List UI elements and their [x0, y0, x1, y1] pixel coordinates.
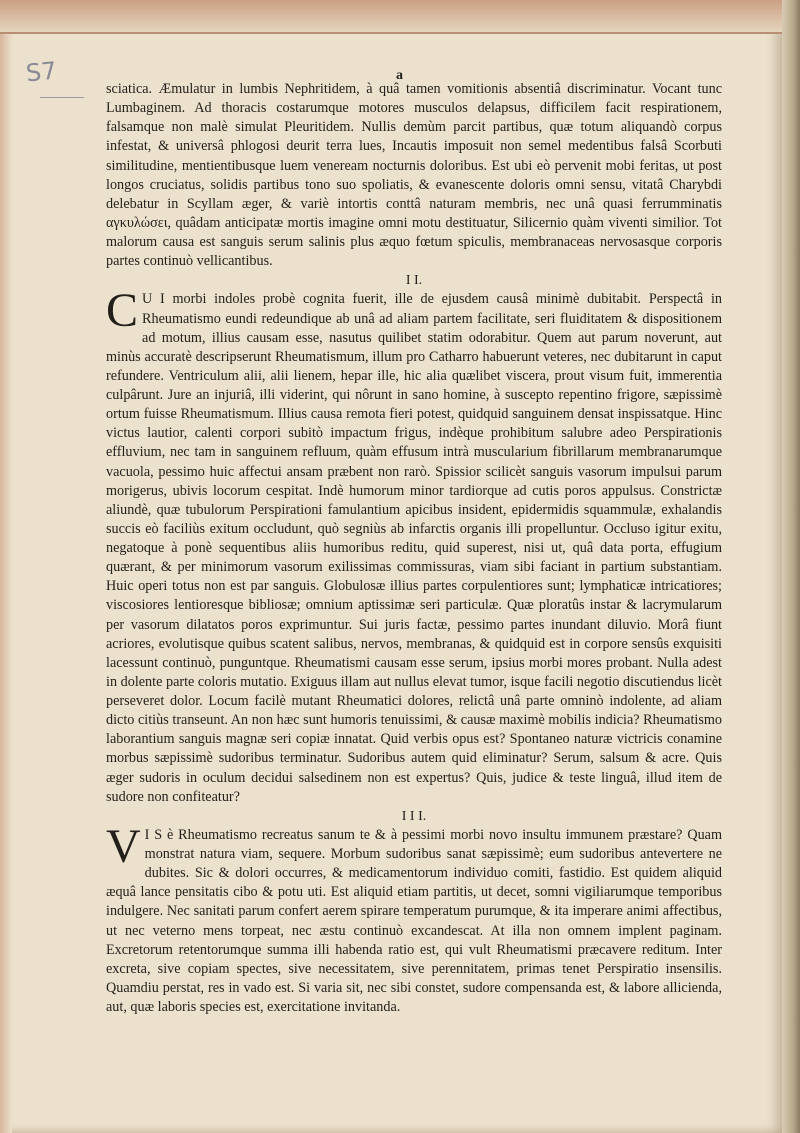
paragraph-3 — [106, 819, 722, 1017]
margin-pencil-mark — [40, 97, 84, 98]
section-number-3: I I I. — [401, 808, 427, 824]
page-top-edge — [0, 0, 782, 32]
paragraph-2-text: U I morbi indoles probè cognita fuerit, ille de ejusdem causâ minimè dubitabit. Perspectâ in Rheumatismo eundi redeundique ab unâ ad aliam partem facilitate, seri fluiditatem & dispositionem ad motum, illius causam esse, nasutus quilibet statim odorabitur. Quem aut parum noverunt, aut minùs accuratè descripserunt Rheumatismum, illum pro Catharro habuerunt veteres, nec dubitarunt in caput refundere. Ventriculum alii, alii lienem, hepar ille, hic alia quælibet viscera, prout visum fuit, immerentia culpârunt. Jure an injuriâ, illi viderint, qui nôrunt in sano homine, à suscepto repentino frigore, sæpissimè ortum fuisse Rheumatismum. Illius causa remota fieri potest, quidquid sanguinem densat inspissatque. Hinc victus lautior, calenti corpori subitò impactum frigus, indèque prohibitum salubre adeo Perspirationis effluvium, nec tam in sanguinem refluum, quàm effusum intrà muscularium fibrillarum membranarumque vacuola, pessimo huic affectui ansam præbent non rarò. Spissior scilicèt sanguis vasorum impulsui parum morigerus, ubivis locorum cespitat. Indè humorum minor tardiorque ad cutis poros appulsus. Constrictæ aliundè, quæ tubulorum Perspirationi famulantium apicibus insident, epidermidis squammulæ, exhalandis succis eò faciliùs exitum occludunt, quò segniùs ab infarctis organis illi propelluntur. Occluso igitur exitu, negatoque à ponè sequentibus aliis humoribus reditu, quid superest, nisi ut, quâ data porta, effugium quærant, & per minimorum vasorum exilissimas commissuras, viam sibi faciant in partium substantiam. Huic operi totus non est par sanguis. Globulosæ illius partes corpulentiores sunt; lymphaticæ intricatiores; viscosiores lentioresque bibliosæ; omnium aptissimæ seri particulæ. Quæ ploratûs instar & lacrymularum per vasorum dilatatos poros exprimuntur. Sui juris factæ, pessimo partes inundant diluvio. Morâ fiunt acriores, evolutisque quibus scatent salibus, nervos, membranas, & quidquid est in corpore sensûs exquisiti lacessunt continuò, punguntque. Rheumatismi causam esse serum, ipsius morbi mores probant. Nulla adest in dolente parte coloris mutatio. Exiguus illam aut nullus elevat tumor, isque facili negotio discutiendus licèt perseveret dolor. Locum facilè mutant Rheumatici dolores, relictâ unâ parte omninò indolente, ad aliam dicto citiùs transeunt. An non hæc sunt humoris tenuissimi, & causæ maximè mobilis indicia? Rheumatismo laborantium sanguis magnæ seri copiæ innatat. Quid verbis opus est? Spontaneo naturæ victricis conamine morbus sæpissimè sudoribus terminatur. Sudoribus autem quid eliminatur? Serum, salsum & acre. Quis æger sudoris in oculum decidui salsedinem non est expertus? Quis, judice & teste linguâ, illud item de sudore non confiteatur? — [106, 291, 722, 805]
paragraph-2 — [106, 284, 722, 806]
section-number-2: I I. — [405, 273, 423, 289]
margin-note: S7 — [24, 56, 58, 88]
paragraph-1: sciatica. Æmulatur in lumbis Nephritidem, à quâ tamen vomitionis absentiâ discriminatur. Vocant tunc Lumbaginem. Ad thoracis costarumque motores musculos delapsus, difficilem facit respirationem, falsamque non malè simulat Pleuritidem. Nullis demùm parcit partibus, quæ totum aliquandò corpus infestat, & universâ phlogosi deurit terra lues, Incautis imposuit non semel medentibus falsâ Scorbuti similitudine, mentientibusque luem veneream nocturnis doloribus. Est ubi eò pervenit mobi feritas, ut post longos cruciatus, solidis partibus tono suo spoliatis, & evanescente doloris omni sensu, vitatâ Charybdi delebatur in Scyllam æger, & variè intortis conttâ naturam membris, nec unâ quasi ferrumminatis αγκυλώσει, quâdam anticipatæ mortis imagine omni motu destituatur, Silicernio quàm viventi similior. Tot malorum causa est sanguis serum salinis plus æquo fœtum spiculis, membranaceas nervosasque corporis partes continuò vellicantibus. — [106, 81, 722, 270]
body-text — [106, 80, 722, 1017]
paragraph-3-text: I S è Rheumatismo recreatus sanum te & à pessimi morbi novo insultu immunem præstare? Quam monstrat natura viam, sequere. Morbum sudoribus sanat sæpissimè; eum sudoribus antevertere ne dubites. Sic & dolori occurres, & medicamentorum individuo comiti, fastidio. Est quidem aliquid æquâ lance pensitatis cibo & potu uti. Est aliquid etiam partitis, ut decet, somni vigiliarumque temporibus indulgere. Nec sanitati parum confert aerem spirare temperatum purumque, & ita imperare animi affectibus, ut nec veterno mens torpeat, nec æstu continuò excandescat. At illa non omnem implent paginam. Excretorum retentorumque summa illi habenda ratio est, qui vult Rheumatismi præcavere reditum. Inter excreta, sive copiam spectes, sive necessitatem, sive perennitatem, primas tenet Perspiratio insensilis. Quamdiu perstat, res in vado est. Si varia sit, nec sibi constet, sudore compensanda est, & labore allicienda, aut, quæ laboris species est, exercitatione invitanda. — [106, 826, 722, 1015]
drop-cap: C — [106, 284, 139, 338]
page-fore-edge — [782, 0, 800, 1133]
page-top-rule — [0, 32, 782, 34]
page-left-edge — [0, 34, 12, 1133]
signature-mark: a — [396, 68, 403, 83]
drop-cap: V — [106, 819, 141, 873]
